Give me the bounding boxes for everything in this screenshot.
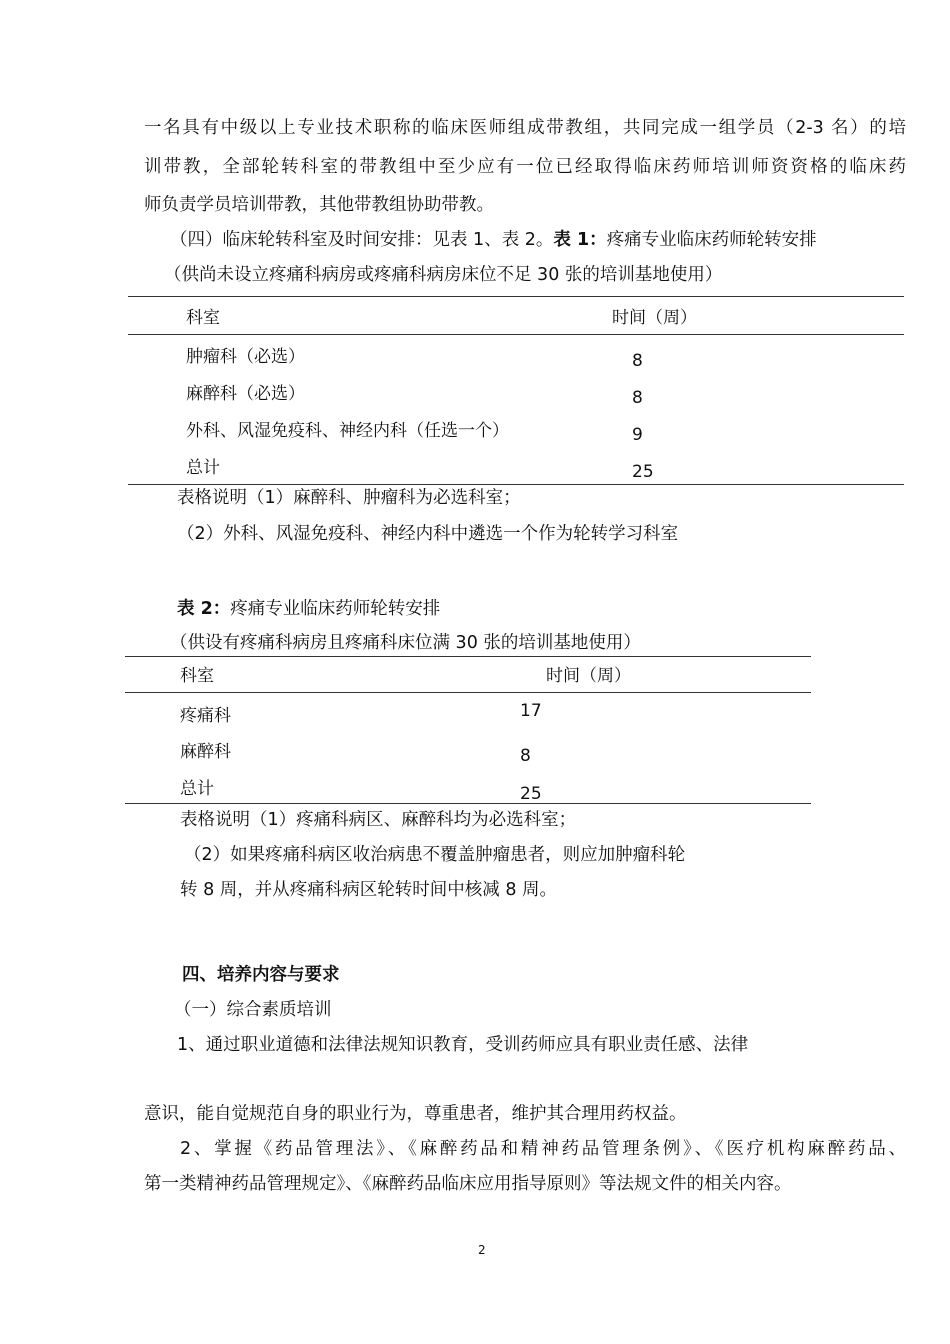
table2-row-weeks: 25 — [520, 784, 542, 804]
table1-intro-prefix: （四）临床轮转科室及时间安排：见表 1、表 2。 — [170, 230, 554, 250]
table2-row-weeks: 8 — [520, 746, 531, 766]
table1-bottom-rule — [128, 484, 904, 485]
table1-row-weeks: 9 — [632, 425, 643, 445]
table1-row-dept: 总计 — [186, 458, 220, 478]
table2-top-rule — [125, 656, 811, 657]
table1-note: 表格说明（1）麻醉科、肿瘤科为必选科室； — [177, 488, 521, 508]
body-paragraph-line: 意识，能自觉规范自身的职业行为，尊重患者，维护其合理用药权益。 — [144, 1104, 687, 1124]
table1-title: 疼痛专业临床药师轮转安排 — [606, 230, 817, 250]
table2-label: 表 2： — [177, 599, 231, 619]
table1-intro-line — [170, 228, 817, 252]
table1-row-dept: 麻醉科（必选） — [186, 384, 305, 404]
body-paragraph-line: 训带教，全部轮转科室的带教组中至少应有一位已经取得临床药师培训师资资格的临床药 — [144, 157, 906, 177]
table1-row-dept: 外科、风湿免疫科、神经内科（任选一个） — [186, 421, 509, 441]
table2-subtitle: （供设有疼痛科病房且疼痛科床位满 30 张的培训基地使用） — [170, 633, 641, 653]
table2-row-dept: 疼痛科 — [180, 706, 231, 726]
table2-row-weeks: 17 — [520, 701, 542, 721]
table2-note: 表格说明（1）疼痛科病区、麻醉科均为必选科室； — [180, 810, 577, 830]
table2-title: 疼痛专业临床药师轮转安排 — [230, 599, 441, 619]
section-heading: 四、培养内容与要求 — [182, 965, 340, 985]
body-paragraph-line: 1、通过职业道德和法律法规知识教育，受训药师应具有职业责任感、法律 — [177, 1035, 749, 1055]
body-paragraph-line: 一名具有中级以上专业技术职称的临床医师组成带教组，共同完成一组学员（2-3 名）的培 — [144, 118, 906, 138]
table2-row-dept: 麻醉科 — [180, 742, 231, 762]
table1-header-dept: 科室 — [186, 308, 220, 328]
body-paragraph-line: 第一类精神药品管理规定》、《麻醉药品临床应用指导原则》等法规文件的相关内容。 — [144, 1174, 792, 1194]
table1-row-weeks: 8 — [632, 351, 643, 371]
table2-header-rule — [125, 692, 811, 693]
subsection-heading: （一）综合素质培训 — [174, 1000, 332, 1020]
table2-note: 转 8 周，并从疼痛科病区轮转时间中核减 8 周。 — [180, 880, 558, 900]
table1-subtitle: （供尚未设立疼痛科病房或疼痛科病房床位不足 30 张的培训基地使用） — [164, 265, 723, 285]
table1-row-weeks: 25 — [632, 462, 654, 482]
table2-header-dept: 科室 — [180, 666, 214, 686]
table1-label: 表 1： — [553, 230, 607, 250]
table2-title-line — [177, 597, 440, 621]
table2-row-dept: 总计 — [180, 779, 214, 799]
table1-note: （2）外科、风湿免疫科、神经内科中遴选一个作为轮转学习科室 — [177, 524, 679, 544]
body-paragraph-line: 师负责学员培训带教，其他带教组协助带教。 — [144, 195, 494, 215]
table2-bottom-rule — [125, 803, 811, 804]
body-paragraph-line: 2、掌握《药品管理法》、《麻醉药品和精神药品管理条例》、《医疗机构麻醉药品、 — [180, 1139, 906, 1159]
table1-row-dept: 肿瘤科（必选） — [186, 347, 305, 367]
table1-header-weeks: 时间（周） — [612, 308, 697, 328]
table2-header-weeks: 时间（周） — [546, 666, 631, 686]
page-number: 2 — [478, 1243, 486, 1257]
table1-header-rule — [128, 334, 904, 335]
table1-row-weeks: 8 — [632, 388, 643, 408]
table2-note: （2）如果疼痛科病区收治病患不覆盖肿瘤患者，则应加肿瘤科轮 — [184, 845, 686, 865]
table1-top-rule — [128, 296, 904, 297]
